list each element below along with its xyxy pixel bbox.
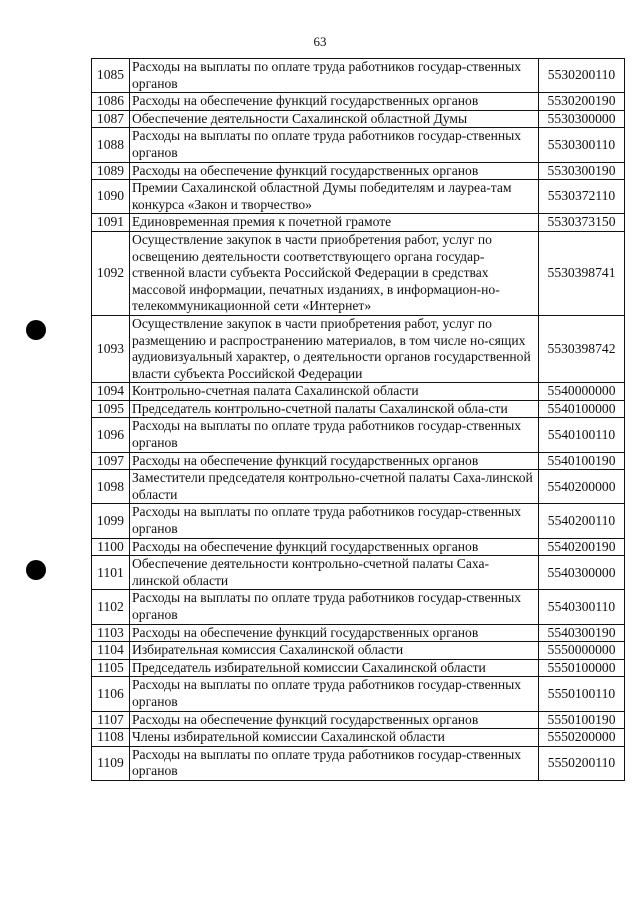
- table-row: [92, 180, 625, 214]
- row-description: Расходы на обеспечение функций государственных органов: [130, 538, 539, 556]
- row-number: 1099: [92, 504, 130, 538]
- row-code: 5540300000: [539, 556, 625, 590]
- row-number: 1109: [92, 746, 130, 780]
- row-number: 1098: [92, 470, 130, 504]
- row-number: 1102: [92, 590, 130, 624]
- row-number: 1104: [92, 642, 130, 660]
- row-description: Расходы на выплаты по оплате труда работников государ-ственных органов: [130, 504, 539, 538]
- row-number: 1101: [92, 556, 130, 590]
- row-code: 5530300000: [539, 110, 625, 128]
- table-row: [92, 452, 625, 470]
- row-code: 5550200110: [539, 746, 625, 780]
- row-code: 5550000000: [539, 642, 625, 660]
- row-number: 1097: [92, 452, 130, 470]
- row-number: 1088: [92, 128, 130, 162]
- row-description: Осуществление закупок в части приобретения работ, услуг по освещению деятельности соответствующего органа государ-ственной власти субъекта Российской Федерации в средствах массовой информации, печатных изданиях, в информацион-но-телекоммуникационной сети «Интернет»: [130, 231, 539, 315]
- row-number: 1087: [92, 110, 130, 128]
- punch-hole-mark: [26, 320, 46, 340]
- row-description: Осуществление закупок в части приобретения работ, услуг по размещению и распространению материалов, в том числе но-сящих аудиовизуальный характер, о деятельности органов государственной власти субъекта Российской Федерации: [130, 315, 539, 382]
- row-number: 1103: [92, 624, 130, 642]
- row-description: Расходы на обеспечение функций государственных органов: [130, 624, 539, 642]
- table-row: [92, 538, 625, 556]
- row-description: Избирательная комиссия Сахалинской области: [130, 642, 539, 660]
- page-number: 63: [313, 34, 327, 49]
- row-code: 5530372110: [539, 180, 625, 214]
- row-description: Расходы на обеспечение функций государственных органов: [130, 452, 539, 470]
- punch-hole-mark: [26, 560, 46, 580]
- row-code: 5530200190: [539, 93, 625, 111]
- row-description: Расходы на обеспечение функций государственных органов: [130, 711, 539, 729]
- table-row: [92, 746, 625, 780]
- row-description: Премии Сахалинской областной Думы победителям и лауреа-там конкурса «Закон и творчество»: [130, 180, 539, 214]
- row-code: 5530200110: [539, 59, 625, 93]
- row-number: 1094: [92, 383, 130, 401]
- row-code: 5540100110: [539, 418, 625, 452]
- table-row: [92, 590, 625, 624]
- row-description: Расходы на выплаты по оплате труда работников государ-ственных органов: [130, 128, 539, 162]
- row-code: 5540000000: [539, 383, 625, 401]
- row-description: Расходы на выплаты по оплате труда работников государ-ственных органов: [130, 746, 539, 780]
- row-number: 1092: [92, 231, 130, 315]
- table-row: [92, 400, 625, 418]
- row-number: 1091: [92, 214, 130, 232]
- table-row: [92, 315, 625, 382]
- row-number: 1089: [92, 162, 130, 180]
- row-code: 5540300110: [539, 590, 625, 624]
- table-row: [92, 677, 625, 711]
- table-row: [92, 128, 625, 162]
- table-row: [92, 418, 625, 452]
- row-code: 5550100000: [539, 659, 625, 677]
- row-code: 5530300110: [539, 128, 625, 162]
- table-row: [92, 93, 625, 111]
- budget-codes-table: [91, 58, 625, 781]
- table-row: [92, 504, 625, 538]
- row-code: 5540300190: [539, 624, 625, 642]
- table-row: [92, 162, 625, 180]
- row-description: Контрольно-счетная палата Сахалинской области: [130, 383, 539, 401]
- row-code: 5540100000: [539, 400, 625, 418]
- row-description: Единовременная премия к почетной грамоте: [130, 214, 539, 232]
- row-description: Расходы на выплаты по оплате труда работников государ-ственных органов: [130, 418, 539, 452]
- row-number: 1105: [92, 659, 130, 677]
- row-description: Обеспечение деятельности контрольно-счетной палаты Саха-линской области: [130, 556, 539, 590]
- table-row: [92, 231, 625, 315]
- row-description: Председатель контрольно-счетной палаты Сахалинской обла-сти: [130, 400, 539, 418]
- row-code: 5540200110: [539, 504, 625, 538]
- row-description: Председатель избирательной комиссии Сахалинской области: [130, 659, 539, 677]
- row-number: 1085: [92, 59, 130, 93]
- row-description: Члены избирательной комиссии Сахалинской области: [130, 729, 539, 747]
- table-row: [92, 729, 625, 747]
- row-code: 5530300190: [539, 162, 625, 180]
- row-description: Расходы на выплаты по оплате труда работников государ-ственных органов: [130, 59, 539, 93]
- row-number: 1107: [92, 711, 130, 729]
- row-number: 1100: [92, 538, 130, 556]
- row-number: 1093: [92, 315, 130, 382]
- row-code: 5540100190: [539, 452, 625, 470]
- row-number: 1086: [92, 93, 130, 111]
- row-code: 5550100190: [539, 711, 625, 729]
- row-code: 5550200000: [539, 729, 625, 747]
- table-row: [92, 624, 625, 642]
- table-row: [92, 642, 625, 660]
- row-code: 5550100110: [539, 677, 625, 711]
- row-description: Расходы на обеспечение функций государственных органов: [130, 93, 539, 111]
- table-row: [92, 110, 625, 128]
- table-body: [92, 59, 625, 781]
- row-description: Расходы на выплаты по оплате труда работников государ-ственных органов: [130, 590, 539, 624]
- row-code: 5540200190: [539, 538, 625, 556]
- table-row: [92, 470, 625, 504]
- row-description: Заместители председателя контрольно-счетной палаты Саха-линской области: [130, 470, 539, 504]
- table-row: [92, 59, 625, 93]
- table-row: [92, 214, 625, 232]
- row-description: Обеспечение деятельности Сахалинской областной Думы: [130, 110, 539, 128]
- table-row: [92, 711, 625, 729]
- row-number: 1095: [92, 400, 130, 418]
- row-code: 5530398742: [539, 315, 625, 382]
- row-description: Расходы на выплаты по оплате труда работников государ-ственных органов: [130, 677, 539, 711]
- row-code: 5530398741: [539, 231, 625, 315]
- table-row: [92, 556, 625, 590]
- row-number: 1108: [92, 729, 130, 747]
- row-number: 1096: [92, 418, 130, 452]
- row-code: 5530373150: [539, 214, 625, 232]
- table-row: [92, 659, 625, 677]
- row-description: Расходы на обеспечение функций государственных органов: [130, 162, 539, 180]
- row-code: 5540200000: [539, 470, 625, 504]
- table-row: [92, 383, 625, 401]
- row-number: 1106: [92, 677, 130, 711]
- row-number: 1090: [92, 180, 130, 214]
